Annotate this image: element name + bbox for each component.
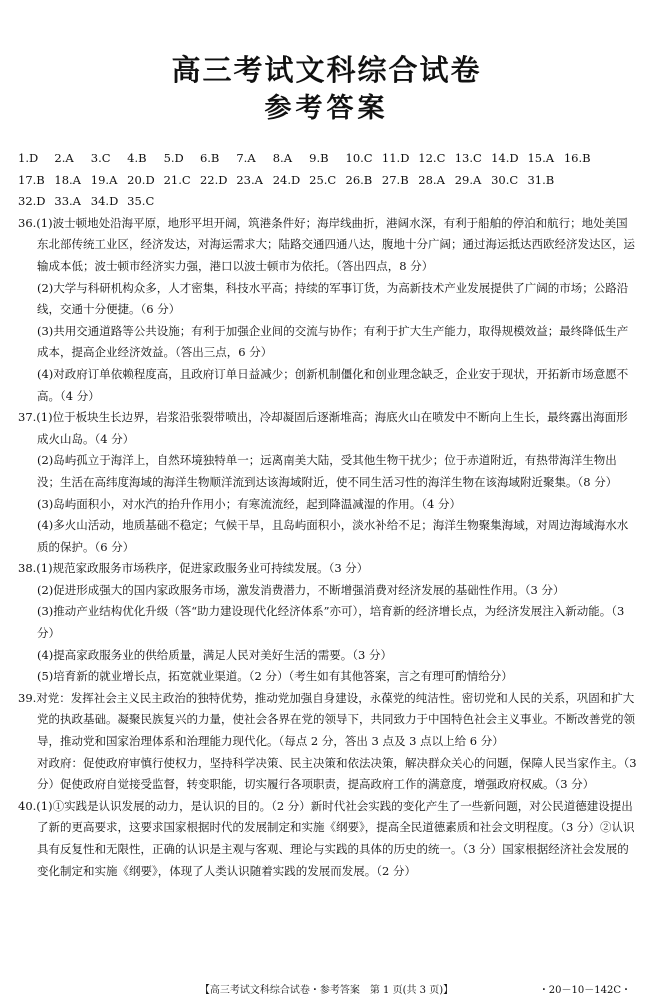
answer-item: 20.D	[127, 172, 155, 187]
answer-item: 13.C	[454, 151, 482, 165]
answer-content	[18, 148, 638, 882]
footer-page-info: 【高三考试文科综合试卷・参考答案 第 1 页(共 3 页)】	[199, 985, 454, 996]
answer-row-2	[18, 170, 638, 192]
question-39	[18, 688, 638, 796]
q39-part-1: 39.对党：发挥社会主义民主政治的独特优势，推动党加强自身建设，永葆党的纯洁性。密切党和人民的关系，巩固和扩大党的执政基础。凝聚民族复兴的力量，使社会各界在党的领导下，共同致力于中国特色社会主义事业。不断改善党的领导，推动党和国家治理体系和治理能力现代化。（每点 2 分，答出 3 点及 3 点以上给 6 分）	[18, 690, 635, 749]
answer-item: 16.B	[563, 151, 591, 165]
q38-part-3: (3)推动产业结构优化升级（答“助力建设现代化经济体系”亦可），培育新的经济增长点，为经济发展注入新动能。（3 分）	[37, 604, 625, 641]
answer-item: 21.C	[163, 172, 191, 187]
answer-item: 29.A	[454, 172, 482, 187]
answer-item: 10.C	[345, 151, 373, 165]
q37-part-2: (2)岛屿孤立于海洋上，自然环境独特单一；远离南美大陆，受其他生物干扰少；位于赤道附近，有热带海洋生物出没；生活在高纬度海域的海洋生物顺洋流到达该海域附近，使不同生活习性的海洋生物在该海域附近聚集。（8 分）	[37, 453, 618, 489]
question-36	[18, 213, 638, 407]
answer-item: 15.A	[527, 151, 555, 165]
answer-item: 17.B	[18, 172, 45, 187]
answer-item: 3.C	[90, 151, 111, 165]
answer-item: 12.C	[418, 151, 446, 165]
page-subtitle: 参考答案	[264, 93, 389, 124]
answer-item: 14.D	[491, 151, 519, 165]
answer-item: 30.C	[491, 172, 519, 187]
answer-item: 22.D	[199, 172, 228, 187]
q36-part-2: (2)大学与科研机构众多，人才密集，科技水平高；持续的军事订货，为高新技术产业发展提供了广阔的市场；公路沿线，交通十分便捷。（6 分）	[37, 280, 629, 317]
answer-item: 34.D	[90, 194, 119, 209]
answer-row-3	[18, 191, 638, 213]
answer-item: 33.A	[54, 194, 81, 209]
question-38	[18, 558, 638, 688]
q38-part-5: (5)培育新的就业增长点，拓宽就业渠道。（2 分）（考生如有其他答案，言之有理可酌情给分）	[37, 669, 513, 684]
page-title: 高三考试文科综合试卷	[171, 53, 482, 87]
answer-item: 27.B	[381, 172, 409, 187]
q38-part-4: (4)提高家政服务业的供给质量，满足人民对美好生活的需要。（3 分）	[37, 647, 393, 662]
q40-part-1: 40.(1)①实践是认识发展的动力，是认识的目的。（2 分）新时代社会实践的变化产生了一些新问题，对公民道德建设提出了新的更高要求，这要求国家根据时代的发展制定和实施《纲要》，提高全民道德素质和社会文明程度。（3 分）②认识具有反复性和无限性，正确的认识是主观与客观、理论与实践的具体的历史的统一。（3 分）国家根据经济社会发展的变化制定和实施《纲要》，体现了人类认识随着实践的发展而发展。（2 分）	[18, 798, 635, 878]
answer-item: 11.D	[381, 151, 410, 165]
answer-item: 23.A	[236, 172, 263, 187]
answer-item: 2.A	[54, 151, 74, 165]
answer-item: 28.A	[418, 172, 445, 187]
answer-item: 24.D	[272, 172, 301, 187]
answer-item: 9.B	[309, 151, 329, 165]
answer-item: 31.B	[527, 172, 555, 187]
q36-part-1: 36.(1)波士顿地处沿海平原，地形平坦开阔，筑港条件好；海岸线曲折，港阔水深，有利于船舶的停泊和航行；地处美国东北部传统工业区，经济发达，对海运需求大；陆路交通四通八达，腹地十分广阔；通过海运抵达西欧经济发达区，运输成本低；波士顿市经济实力强，港口以波士顿市为依托。（答出四点，8 分）	[18, 215, 635, 273]
answer-item: 19.A	[90, 172, 118, 187]
q37-part-3: (3)岛屿面积小，对水汽的抬升作用小；有寒流流经，起到降温减湿的作用。（4 分）	[37, 496, 462, 511]
q39-part-2: 对政府：促使政府审慎行使权力，坚持科学决策、民主决策和依法决策，解决群众关心的问题，保障人民当家作主。（3 分）促使政府自觉接受监督，转变职能，切实履行各项职责，提高政府工作的满意度，增强政府权威。（3 分）	[37, 755, 637, 792]
q38-part-1: 38.(1)规范家政服务市场秩序，促进家政服务业可持续发展。（3 分）	[18, 561, 369, 576]
q36-part-3: (3)共用交通道路等公共设施；有利于加强企业间的交流与协作；有利于扩大生产能力，取得规模效益；最终降低生产成本，提高企业经济效益。（答出三点，6 分）	[37, 323, 629, 360]
answer-item: 26.B	[345, 172, 373, 187]
answer-item: 18.A	[54, 172, 81, 187]
answer-row-1	[18, 148, 638, 170]
answer-item: 5.D	[163, 151, 184, 165]
answer-item: 32.D	[18, 194, 46, 209]
answer-item: 35.C	[127, 194, 155, 209]
answer-item: 7.A	[236, 151, 256, 165]
answer-item: 25.C	[309, 172, 337, 187]
answer-item: 1.D	[18, 151, 39, 165]
footer-code: ・20－10－142C・	[538, 985, 631, 996]
q38-part-2: (2)促进形成强大的国内家政服务市场，激发消费潜力，不断增强消费对经济发展的基础性作用。（3 分）	[37, 582, 565, 597]
q36-part-4: (4)对政府订单依赖程度高，且政府订单日益减少；创新机制僵化和创业理念缺乏，企业安于现状，开拓新市场意愿不高。（4 分）	[37, 366, 629, 403]
q37-part-4: (4)多火山活动，地质基础不稳定；气候干旱，且岛屿面积小，淡水补给不足；海洋生物聚集海域，对周边海域海水水质的保护。（6 分）	[37, 518, 629, 554]
answer-item: 8.A	[272, 151, 293, 165]
q37-part-1: 37.(1)位于板块生长边界，岩浆沿张裂带喷出，冷却凝固后逐渐堆高；海底火山在喷发中不断向上生长，最终露出海面形成火山岛。（4 分）	[18, 410, 628, 446]
question-40	[18, 796, 638, 882]
answer-item: 6.B	[199, 151, 220, 165]
answer-item: 4.B	[127, 151, 147, 165]
question-37	[18, 407, 638, 558]
